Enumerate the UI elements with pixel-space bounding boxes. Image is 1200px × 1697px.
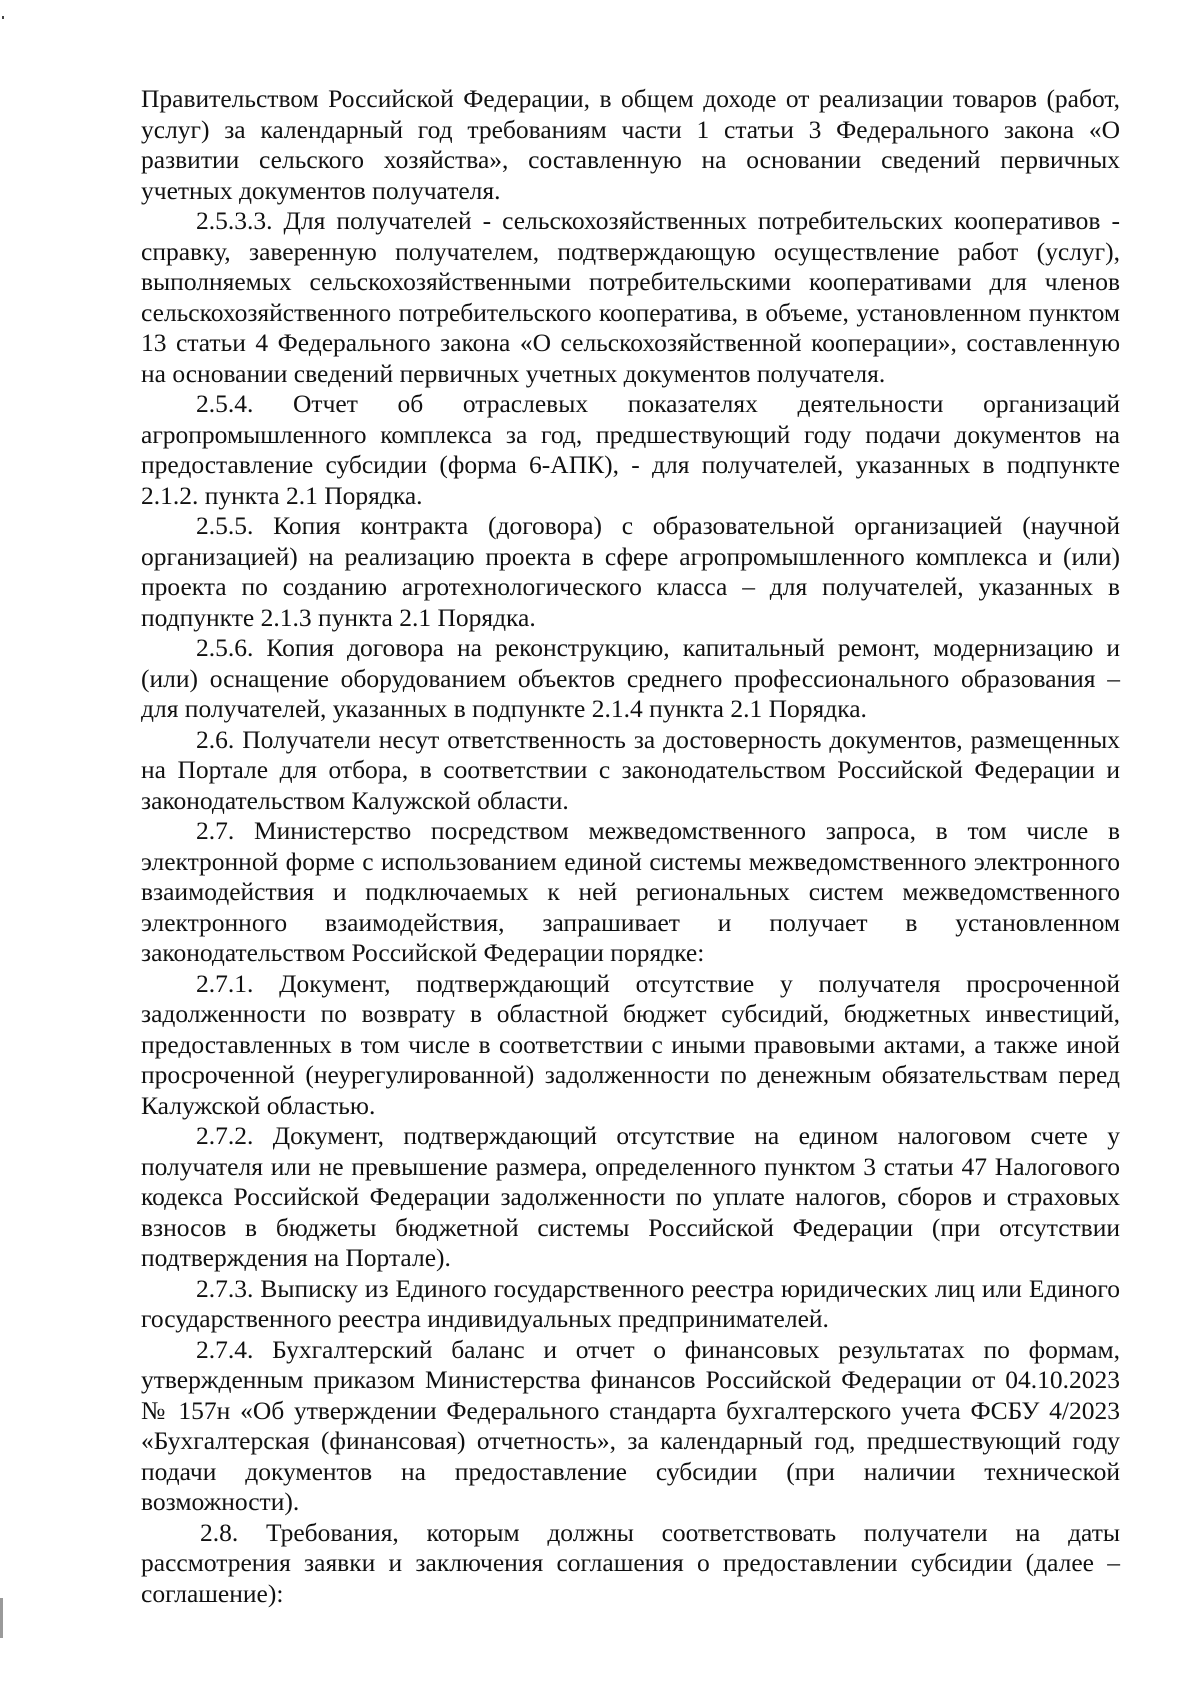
paragraph-2-6: 2.6. Получатели несут ответственность за достоверность документов, размещенных на Портале для отбора, в соответствии с законодательством Российской Федерации и законодательством Калужской области. (141, 724, 1120, 815)
paragraph-2-5-4: 2.5.4. Отчет об отраслевых показателях деятельности организаций агропромышленного комплекса за год, предшествующий году подачи документов на предоставление субсидии (форма 6-АПК), - для получателей, указанных в подпункте 2.1.2. пункта 2.1 Порядка. (141, 389, 1120, 510)
scan-artifact (2, 16, 4, 19)
paragraph-2-7-3: 2.7.3. Выписку из Единого государственного реестра юридических лиц или Единого государственного реестра индивидуальных предпринимателей. (141, 1273, 1120, 1333)
paragraph-2-7-4: 2.7.4. Бухгалтерский баланс и отчет о финансовых результатах по формам, утвержденным приказом Министерства финансов Российской Федерации от 04.10.2023 № 157н «Об утверждении Федерального стандарта бухгалтерского учета ФСБУ 4/2023 «Бухгалтерская (финансовая) отчетность», за календарный год, предшествующий году подачи документов на предоставление субсидии (при наличии технической возможности). (141, 1334, 1120, 1516)
paragraph-2-5-3-3: 2.5.3.3. Для получателей - сельскохозяйственных потребительских кооперативов - справку, заверенную получателем, подтверждающую осуществление работ (услуг), выполняемых сельскохозяйственными потребительскими кооперативами для членов сельскохозяйственного потребительского кооператива, в объеме, установленном пунктом 13 статьи 4 Федерального закона «О сельскохозяйственной кооперации», составленную на основании сведений первичных учетных документов получателя. (141, 206, 1120, 388)
paragraph-continuation: Правительством Российской Федерации, в общем доходе от реализации товаров (работ, услуг) за календарный год требованиям части 1 статьи 3 Федерального закона «О развитии сельского хозяйства», составленную на основании сведений первичных учетных документов получателя. (141, 84, 1120, 205)
document-page (141, 84, 1120, 1609)
paragraph-2-8: 2.8. Требования, которым должны соответствовать получатели на даты рассмотрения заявки и заключения соглашения о предоставлении субсидии (далее – соглашение): (141, 1517, 1120, 1608)
paragraph-2-5-5: 2.5.5. Копия контракта (договора) с образовательной организацией (научной организацией) на реализацию проекта в сфере агропромышленного комплекса и (или) проекта по созданию агротехнологического класса – для получателей, указанных в подпункте 2.1.3 пункта 2.1 Порядка. (141, 511, 1120, 632)
paragraph-2-7-1: 2.7.1. Документ, подтверждающий отсутствие у получателя просроченной задолженности по возврату в областной бюджет субсидий, бюджетных инвестиций, предоставленных в том числе в соответствии с иными правовыми актами, а также иной просроченной (неурегулированной) задолженности по денежным обязательствам перед Калужской областью. (141, 968, 1120, 1120)
scan-artifact (0, 1598, 3, 1638)
paragraph-2-5-6: 2.5.6. Копия договора на реконструкцию, капитальный ремонт, модернизацию и (или) оснащение оборудованием объектов среднего профессионального образования – для получателей, указанных в подпункте 2.1.4 пункта 2.1 Порядка. (141, 633, 1120, 723)
paragraph-2-7: 2.7. Министерство посредством межведомственного запроса, в том числе в электронной форме с использованием единой системы межведомственного электронного взаимодействия и подключаемых к ней региональных систем межведомственного электронного взаимодействия, запрашивает и получает в установленном законодательством Российской Федерации порядке: (141, 816, 1120, 967)
paragraph-2-7-2: 2.7.2. Документ, подтверждающий отсутствие на едином налоговом счете у получателя или не превышение размера, определенного пунктом 3 статьи 47 Налогового кодекса Российской Федерации задолженности по уплате налогов, сборов и страховых взносов в бюджеты бюджетной системы Российской Федерации (при отсутствии подтверждения на Портале). (141, 1121, 1120, 1272)
